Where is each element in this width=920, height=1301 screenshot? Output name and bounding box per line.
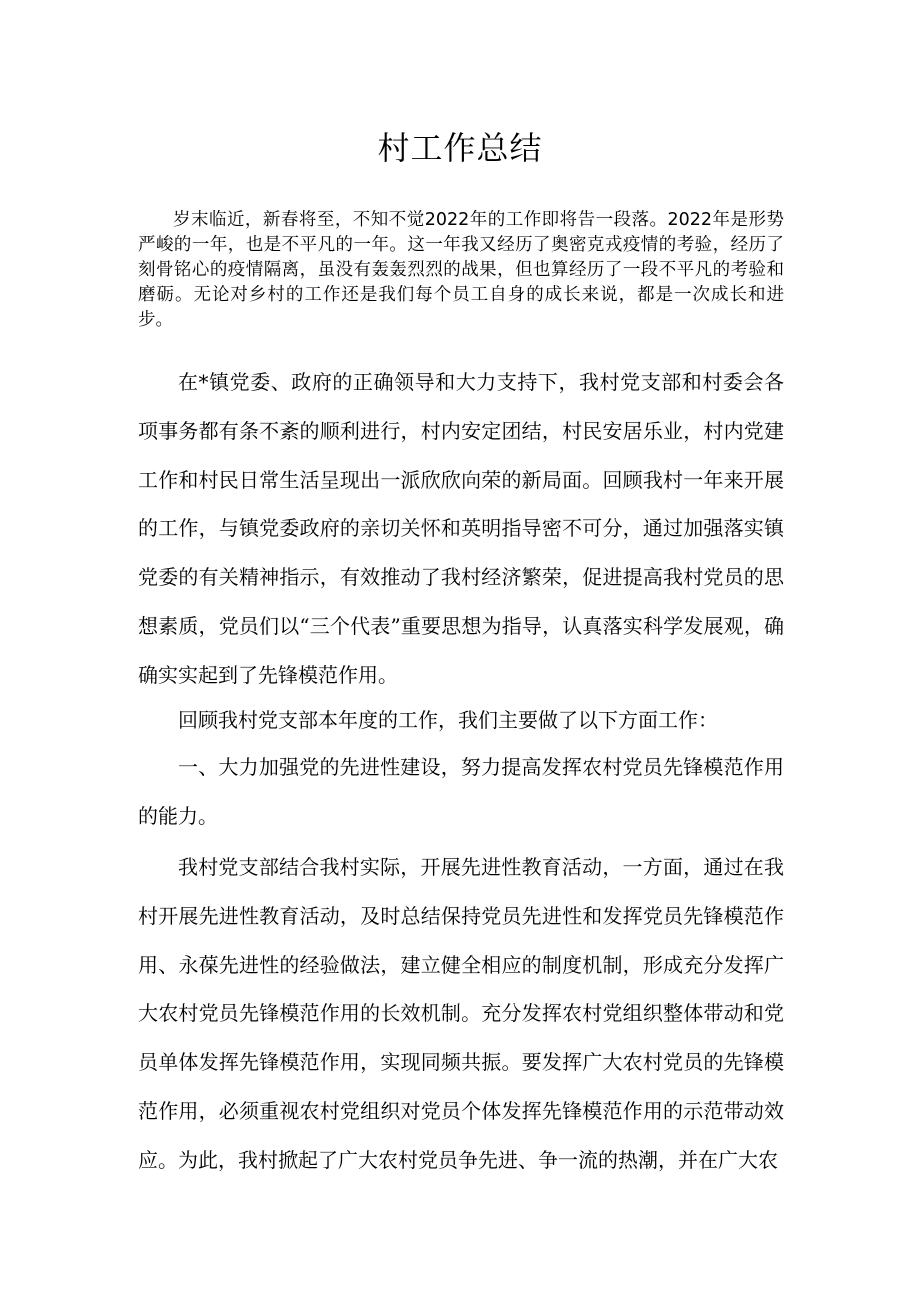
section-heading-1: 一、大力加强党的先进性建设，努力提高发挥农村党员先锋模范作用的能力。 (138, 755, 784, 828)
document-title: 村工作总结 (377, 129, 543, 167)
body-paragraph-education: 我村党支部结合我村实际，开展先进性教育活动，一方面，通过在我村开展先进性教育活动，及时总结保持党员先进性和发挥党员先锋模范作用、永葆先进性的经验做法，建立健全相应的制度机制，形成充分发挥广大农村党员先锋模范作用的长效机制。充分发挥农村党组织整体带动和党员单体发挥先锋模范作用，实现同频共振。要发挥广大农村党员的先锋模范作用，必须重视农村党组织对党员个体发挥先锋模范作用的示范带动效应。为此，我村掀起了广大农村党员争先进、争一流的热潮，并在广大农 (138, 855, 784, 1172)
intro-paragraph: 岁末临近，新春将至，不知不觉2022年的工作即将告一段落。2022年是形势严峻的一年，也是不平凡的一年。这一年我又经历了奥密克戎疫情的考验，经历了刻骨铭心的疫情隔离，虽没有轰轰烈烈的战果，但也算经历了一段不平凡的考验和磨砺。无论对乡村的工作还是我们每个员工自身的成长来说，都是一次成长和进步。 (138, 210, 784, 330)
body-paragraph-leadership: 在*镇党委、政府的正确领导和大力支持下，我村党支部和村委会各项事务都有条不紊的顺利进行，村内安定团结，村民安居乐业，村内党建工作和村民日常生活呈现出一派欣欣向荣的新局面。回顾我村一年来开展的工作，与镇党委政府的亲切关怀和英明指导密不可分，通过加强落实镇党委的有关精神指示，有效推动了我村经济繁荣，促进提高我村党员的思想素质，党员们以“三个代表”重要思想为指导，认真落实科学发展观，确确实实起到了先锋模范作用。 (138, 370, 784, 687)
body-paragraph-review: 回顾我村党支部本年度的工作，我们主要做了以下方面工作： (178, 708, 718, 732)
